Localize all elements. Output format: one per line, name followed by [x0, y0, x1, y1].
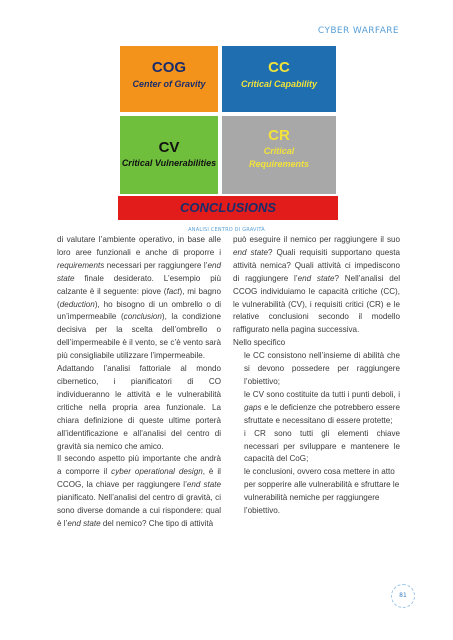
left-paragraph-3: Il secondo aspetto più importante che andrà a comporre il cyber operational design, è il CCOG, la chiave per raggiungere l’end state pianificato. Nell’analisi del centro di gravità, ci sono diverse domande a cui rispondere: qual è l’end state del nemico? Che tipo di attività [57, 454, 221, 528]
page-number-badge [391, 584, 415, 608]
running-header: CYBER WARFARE [317, 26, 399, 36]
cc-quadrant [220, 44, 338, 114]
cc-subtitle: Critical Capability [240, 79, 318, 89]
cog-analysis-diagram [118, 44, 338, 222]
left-paragraph-1: di valutare l’ambiente operativo, in base alle loro aree funzionali e anche di proporre i requirements necessari per raggiungere l’end state finale desiderato. L’esempio più calzante è il seguente: piove (fact), mi bagno (deduction), ho bisogno di un ombrello o di un’impermeabile (conclusion), la condizione decisiva per la scelta dell’ombrello o dell’impermeabile è il vento, se c’è vento sarà più consigliabile utilizzare l’impermeabile. [57, 235, 221, 361]
left-paragraph-2: Adattando l’analisi fattoriale al mondo cibernetico, i pianificatori di CO individueranno le attività e le vulnerabilità critiche nella propria area funzionale. La chiara definizione di queste ultime porterà all’identificazione e all’analisi del centro di gravità sia nemico che amico. [57, 364, 221, 451]
cv-quadrant [118, 114, 220, 196]
cr-subtitle-line2: Requirements [248, 159, 310, 170]
cr-quadrant [220, 114, 338, 196]
cv-subtitle: Critical Vulnerabilities [121, 158, 217, 168]
right-paragraph-1: può eseguire il nemico per raggiungere il suo end state? Quali requisiti supportano questa attività nemica? Quali attività ci impediscono di raggiungere l’end state? Nell’analisi del CCOG individuiamo le capacità critiche (CC), le vulnerabilità (CV), i requisiti critici (CR) e le relative conclusioni secondo il modello raffigurato nella pagina successiva. [233, 235, 400, 335]
cc-title: CC [268, 59, 290, 76]
conclusions-label: CONCLUSIONS [179, 200, 277, 215]
conclusions-bar [118, 196, 338, 220]
cr-title: CR [268, 127, 290, 144]
list-item-cc: le CC consistono nell’insieme di abilità che si devono possedere per raggiungere l’obiettivo; [244, 351, 400, 386]
cr-subtitle-line1: Critical [263, 146, 295, 156]
list-item-cr: i CR sono tutti gli elementi chiave necessari per sviluppare e mantenere le capacità del CoG; [244, 428, 400, 464]
page-number: 81 [399, 592, 407, 599]
list-item-cv: le CV sono costituite da tutti i punti deboli, i gaps e le deficienze che potrebbero essere sfruttate e necessitano di essere protette; [244, 389, 400, 425]
left-column [57, 234, 221, 531]
right-paragraph-2: Nello specifico [233, 338, 286, 348]
cv-title: CV [158, 139, 180, 156]
cog-title: COG [151, 59, 187, 76]
right-column [233, 234, 400, 518]
list-item-conclusions: le conclusioni, ovvero cosa mettere in atto per sopperire alle vulnerabilità e sfruttare le vulnerabilità nemiche per raggiungere l’obiettivo. [244, 467, 400, 516]
figure-caption: ANALISI CENTRO DI GRAVITÀ [188, 227, 265, 233]
cog-quadrant [118, 44, 220, 114]
cog-subtitle: Center of Gravity [132, 79, 206, 89]
